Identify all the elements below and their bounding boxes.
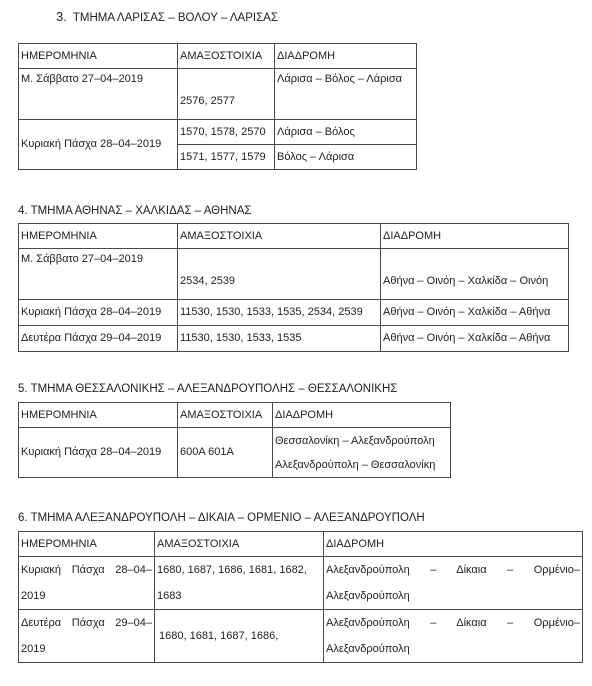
section-3-number: 3.	[56, 9, 67, 24]
route-cell: Αθήνα – Οινόη – Χαλκίδα – Αθήνα	[381, 300, 569, 326]
table-header-row	[19, 224, 569, 249]
date-cell	[19, 557, 155, 610]
header-route: ΔΙΑΔΡΟΜΗ	[324, 532, 583, 557]
route-cell: Λάρισα – Βόλος	[275, 120, 417, 145]
route-cell	[324, 557, 583, 610]
table-row	[19, 428, 451, 478]
date-cell: Κυριακή Πάσχα 28–04–2019	[19, 120, 178, 170]
section-6-table	[18, 531, 583, 663]
trains-cell: 2534, 2539	[178, 249, 381, 300]
header-trains: ΑΜΑΞΟΣΤΟΙΧΙΑ	[178, 44, 275, 69]
section-4-heading: 4. ΤΜΗΜΑ ΑΘΗΝΑΣ – ΧΑΛΚΙΔΑΣ – ΑΘΗΝΑΣ	[18, 205, 252, 217]
route-line: Θεσσαλονίκη – Αλεξανδρούπολη	[275, 434, 435, 447]
route-cell: Αθήνα – Οινόη – Χαλκίδα – Οινόη	[381, 249, 569, 300]
header-route: ΔΙΑΔΡΟΜΗ	[381, 224, 569, 249]
table-header-row	[19, 532, 583, 557]
table-row	[19, 249, 569, 300]
date-cell: Μ. Σάββατο 27–04–2019	[19, 249, 178, 300]
header-trains: ΑΜΑΞΟΣΤΟΙΧΙΑ	[178, 403, 273, 428]
header-date: ΗΜΕΡΟΜΗΝΙΑ	[19, 532, 155, 557]
section-3-title: ΤΜΗΜΑ ΛΑΡΙΣΑΣ – ΒΟΛΟΥ – ΛΑΡΙΣΑΣ	[72, 12, 278, 24]
trains-line: 1680, 1681, 1687, 1686,	[159, 629, 279, 642]
date-cell: Μ. Σάββατο 27–04–2019	[19, 69, 178, 120]
route-cell: Αθήνα – Οινόη – Χαλκίδα – Αθήνα	[381, 326, 569, 352]
header-date: ΗΜΕΡΟΜΗΝΙΑ	[19, 44, 178, 69]
route-line: Αλεξανδρούπολη	[326, 643, 410, 655]
header-date: ΗΜΕΡΟΜΗΝΙΑ	[19, 403, 178, 428]
section-3-heading	[56, 9, 278, 24]
header-trains: ΑΜΑΞΟΣΤΟΙΧΙΑ	[155, 532, 324, 557]
header-route: ΔΙΑΔΡΟΜΗ	[275, 44, 417, 69]
table-row	[19, 120, 417, 145]
trains-line: 1680, 1687, 1686, 1681, 1682,	[157, 564, 307, 576]
trains-cell: 2576, 2577	[178, 69, 275, 120]
table-row	[19, 557, 583, 610]
header-route: ΔΙΑΔΡΟΜΗ	[273, 403, 451, 428]
route-line: Αλεξανδρούπολη – Θεσσαλονίκη	[275, 458, 436, 471]
date-line: Κυριακή Πάσχα 28–04–	[21, 564, 152, 576]
route-cell	[273, 428, 451, 478]
trains-cell: 600Α 601Α	[178, 428, 273, 478]
table-row	[19, 610, 583, 663]
date-line: 2019	[21, 590, 46, 602]
trains-cell: 11530, 1530, 1533, 1535	[178, 326, 381, 352]
date-line: Δευτέρα Πάσχα 29–04–	[21, 617, 152, 629]
route-line: Αλεξανδρούπολη	[326, 590, 410, 602]
route-line: Αλεξανδρούπολη – Δίκαια – Ορμένιο–	[326, 617, 580, 629]
table-row	[19, 326, 569, 352]
date-cell: Κυριακή Πάσχα 28–04–2019	[19, 300, 178, 326]
route-line: Αλεξανδρούπολη – Δίκαια – Ορμένιο–	[326, 564, 580, 576]
date-line: 2019	[21, 643, 46, 655]
table-row	[19, 300, 569, 326]
trains-cell	[155, 610, 324, 663]
table-header-row	[19, 403, 451, 428]
trains-cell: 1571, 1577, 1579	[178, 145, 275, 170]
table-header-row	[19, 44, 417, 69]
trains-cell: 11530, 1530, 1533, 1535, 2534, 2539	[178, 300, 381, 326]
section-6-heading: 6. ΤΜΗΜΑ ΑΛΕΞΑΝΔΡΟΥΠΟΛΗ – ΔΙΚΑΙΑ – ΟΡΜΕΝΙΟ – ΑΛΕΞΑΝΔΡΟΥΠΟΛΗ	[18, 512, 425, 524]
table-row	[19, 69, 417, 120]
route-cell: Βόλος – Λάρισα	[275, 145, 417, 170]
section-3-table	[18, 43, 417, 170]
section-5-table	[18, 402, 451, 478]
header-date: ΗΜΕΡΟΜΗΝΙΑ	[19, 224, 178, 249]
section-4-table	[18, 223, 569, 352]
route-cell	[324, 610, 583, 663]
route-cell: Λάρισα – Βόλος – Λάρισα	[275, 69, 417, 120]
trains-line: 1683	[157, 590, 182, 602]
trains-cell	[155, 557, 324, 610]
section-5-heading: 5. ΤΜΗΜΑ ΘΕΣΣΑΛΟΝΙΚΗΣ – ΑΛΕΞΑΝΔΡΟΥΠΟΛΗΣ – ΘΕΣΣΑΛΟΝΙΚΗΣ	[18, 383, 398, 395]
trains-cell: 1570, 1578, 2570	[178, 120, 275, 145]
date-cell: Δευτέρα Πάσχα 29–04–2019	[19, 326, 178, 352]
date-cell: Κυριακή Πάσχα 28–04–2019	[19, 428, 178, 478]
date-cell	[19, 610, 155, 663]
header-trains: ΑΜΑΞΟΣΤΟΙΧΙΑ	[178, 224, 381, 249]
